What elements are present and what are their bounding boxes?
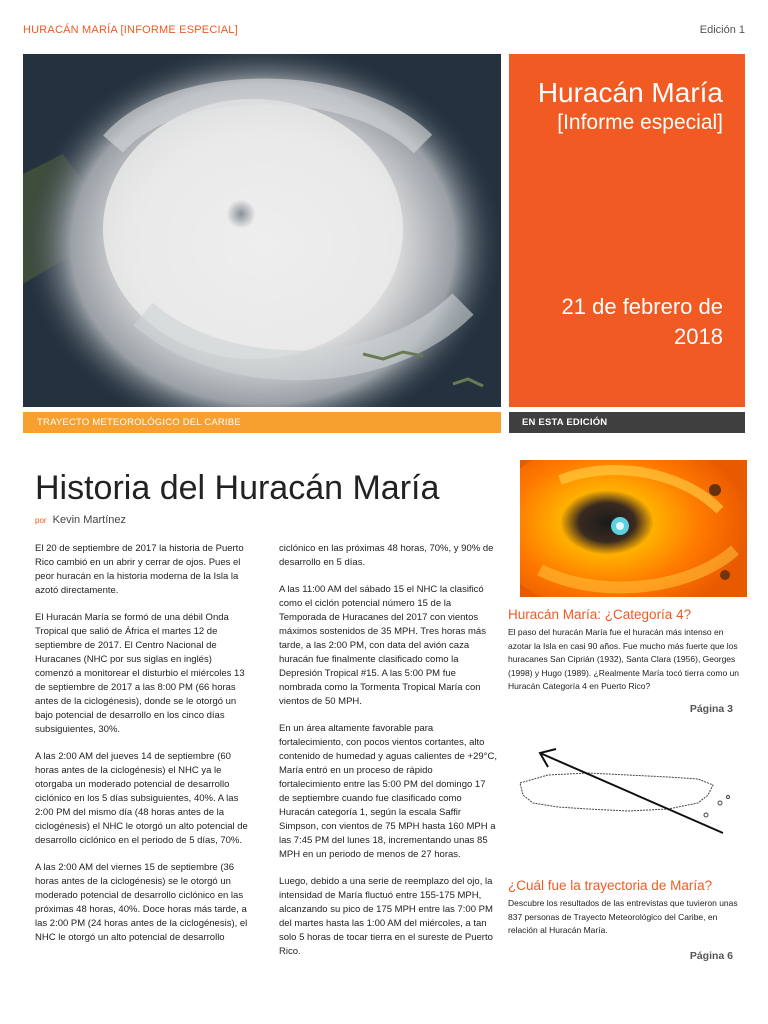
- paragraph: El Huracán María se formó de una débil Onda Tropical que salió de África el martes 12 de septiembre de 2017. El Centro Nacional de Huracanes (NHC por sus siglas en inglés) comenzó a monitorear el disturbio el miércoles 13 de septiembre de 2017 a las 8:00 PM (66 horas antes de la ciclogénesis), donde se le otorgó un bajo potencial de desarrollo en los cinco días subsiguientes, 30%.: [35, 612, 245, 735]
- article-headline: Historia del Huracán María: [35, 469, 440, 507]
- publication-strip: TRAYECTO METEOROLÓGICO DEL CARIBE: [23, 412, 501, 433]
- paragraph: A las 2:00 AM del jueves 14 de septiembre (60 horas antes de la ciclogénesis) el NHC ya le otorgaba un moderado potencial de desarrollo ciclónico en los 5 días subsiguientes, 40%. A las 2:00 PM del mismo día (48 horas antes de la ciclogénesis) el NHC le otorgó un alto potencial de desarrollo ciclónico en el periodo de 5 días, 70%.: [35, 751, 248, 846]
- hurricane-satellite-image: [23, 54, 501, 407]
- page-reference-6: Página 6: [689, 950, 733, 962]
- page-reference-3: Página 3: [689, 703, 733, 715]
- paragraph: A las 2:00 AM del viernes 15 de septiembre (36 horas antes de la ciclogénesis) se le otorgó un moderado potencial de desarrollo ciclónico en las próximas 48 horas, 40%. Doce horas más tarde, a las 2:00 PM (24 horas antes de la ciclogénesis), el NHC le otorgó un alto potencial de desarrollo: [35, 862, 248, 943]
- byline-author: Kevin Martínez: [52, 514, 126, 526]
- byline-prefix: por: [35, 516, 47, 525]
- article-column-2: [279, 542, 497, 972]
- paragraph: Luego, debido a una serie de reemplazo del ojo, la intensidad de María fluctuó entre 155-175 MPH, alcanzando su pico de 175 MPH entre las 7:00 PM del martes hasta las 1:00 AM del miércoles, a tan solo 5 horas de tocar tierra en el sureste de Puerto Rico.: [279, 876, 493, 957]
- paragraph: ciclónico en las próximas 48 horas, 70%, y 90% de desarrollo en 5 días.: [279, 543, 494, 568]
- sidebar-heading-trajectory: ¿Cuál fue la trayectoria de María?: [508, 878, 713, 893]
- panel-subtitle: [Informe especial]: [557, 111, 723, 134]
- panel-date: 21 de febrero de 2018: [561, 294, 723, 349]
- byline: [35, 514, 126, 526]
- paragraph: A las 11:00 AM del sábado 15 el NHC la clasificó como el ciclón potencial número 15 de la Temporada de Huracanes del 2017 con vientos máximos sostenidos de 35 MPH. Tres horas más tarde, a las 2:00 PM, con data del avión caza huracán fue finalmente clasificado como la Depresión Tropical #15. A las 5:00 PM fue nombrada como la Tormenta Tropical María con vientos de 50 MPH.: [279, 584, 486, 707]
- edition-label: Edición 1: [699, 24, 745, 36]
- sidebar-text-trajectory: Descubre los resultados de las entrevistas que tuvieron unas 837 personas de Trayecto Meteorológico del Caribe, en relación al Huracán María.: [508, 898, 738, 935]
- paragraph: En un área altamente favorable para fortalecimiento, con pocos vientos cortantes, alto contenido de humedad y aguas calientes de +29°C, María entró en un proceso de rápido fortalecimiento entre las 5:00 PM del domingo 17 de septiembre cuando fue clasificado como Huracán categoría 1, según la escala Saffir Simpson, con vientos de 75 MPH hasta 160 MPH a las 7:45 PM del lunes 18, incrementando unas 85 MPH en un periodo de menos de 27 horas.: [279, 723, 497, 860]
- panel-title: Huracán María: [537, 77, 723, 108]
- hurricane-infrared-image: [520, 460, 747, 597]
- puerto-rico-trajectory-map: [508, 745, 744, 845]
- article-column-1: [35, 542, 253, 958]
- sidebar-heading-category: Huracán María: ¿Categoría 4?: [508, 607, 692, 622]
- in-this-edition-strip: EN ESTA EDICIÓN: [509, 412, 745, 433]
- paragraph: El 20 de septiembre de 2017 la historia de Puerto Rico cambió en un abrir y cerrar de ojos. Pues el peor huracán en la historia moderna de la Isla la azotó directamente.: [35, 543, 244, 596]
- section-title: HURACÁN MARÍA [INFORME ESPECIAL]: [23, 24, 238, 36]
- title-panel: [509, 54, 745, 407]
- sidebar-text-category: El paso del huracán María fue el huracán más intenso en azotar la Isla en casi 90 años. Fue mucho más fuerte que los huracanes San Ciprián (1932), Santa Clara (1956), Georges (1998) y Hugo (1989). ¿Realmente María tocó tierra como un Huracán Categoría 4 en Puerto Rico?: [508, 627, 740, 691]
